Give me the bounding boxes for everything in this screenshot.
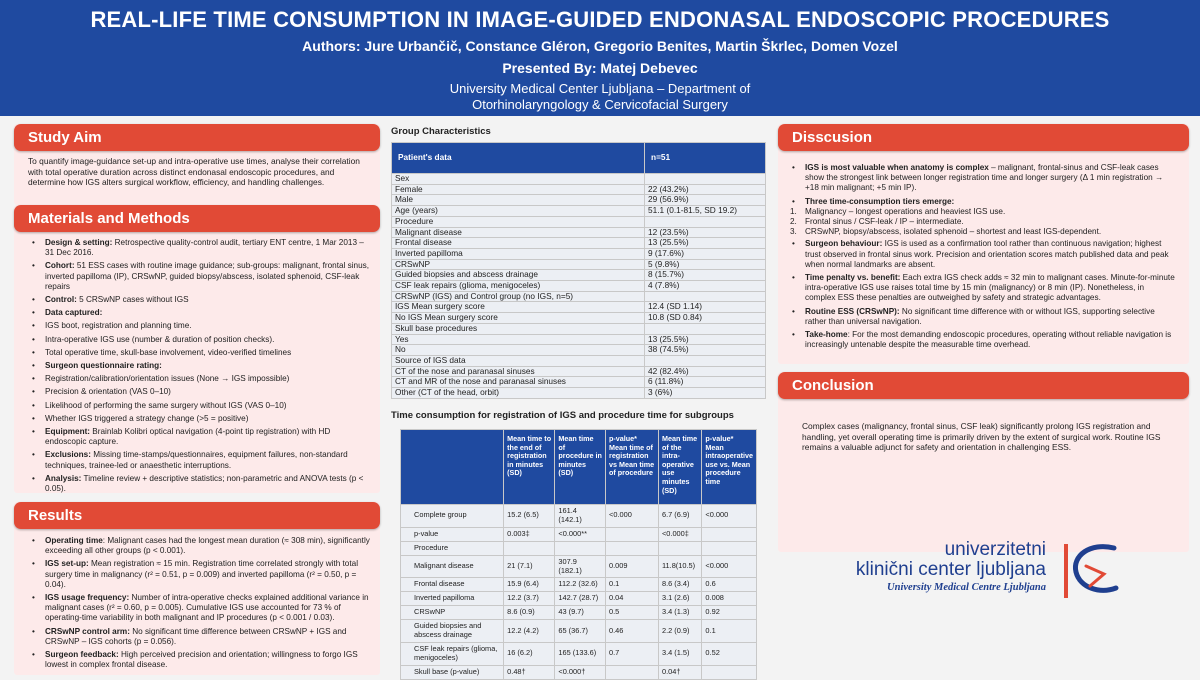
table-cell: 10.8 (SD 0.84) xyxy=(645,313,766,324)
table-cell: 161.4 (142.1) xyxy=(555,505,606,528)
table-cell: 3 (6%) xyxy=(645,388,766,399)
table-cell: CSF leak repairs (glioma, menigoceles) xyxy=(392,281,645,292)
table-cell: 12.2 (3.7) xyxy=(504,592,555,606)
table-row xyxy=(392,238,766,249)
table-row xyxy=(392,302,766,313)
authors: Authors: Jure Urbančič, Constance Gléron, Gregorio Benites, Martin Škrlec, Domen Vozel xyxy=(302,38,898,54)
table-header-cell: Patient's data xyxy=(392,143,645,174)
list-item xyxy=(28,593,370,624)
conclusion-panel xyxy=(778,372,1189,552)
list-item xyxy=(788,197,1175,207)
table-cell: Procedure xyxy=(392,216,645,227)
table-cell: 3.1 (2.6) xyxy=(658,592,701,606)
table-cell: 6.7 (6.9) xyxy=(658,505,701,528)
list-item xyxy=(28,450,370,470)
discussion-bullets-top xyxy=(788,163,1175,207)
table-cell: 2.2 (0.9) xyxy=(658,620,701,643)
table-row xyxy=(392,227,766,238)
logo-mark-icon xyxy=(1056,538,1126,604)
numbered-item-text: CRSwNP, biopsy/abscess, isolated sphenoid – shortest and least IGS-dependent. xyxy=(805,227,1102,237)
table-cell: 0.1 xyxy=(702,620,757,643)
table-header-cell: p-value* Mean time of registration vs Mean time of procedure xyxy=(606,430,659,505)
list-item-bold: Time penalty vs. benefit: xyxy=(805,273,901,283)
list-item-bold: Three time-consumption tiers emerge: xyxy=(805,196,955,206)
list-item xyxy=(28,261,370,292)
list-item-text: Missing time-stamps/questionnaires, equipment failures, non-standard techniques, trainee-led or anaesthetic interruptions. xyxy=(45,450,348,470)
table-row xyxy=(401,606,757,620)
list-item-text: No significant time difference between CRSwNP + IGS and CRSwNP – IGS cohorts (p = 0.056). xyxy=(45,626,347,646)
table-cell: 12.2 (4.2) xyxy=(504,620,555,643)
list-item-text: Whether IGS triggered a strategy change (>5 = positive) xyxy=(45,413,249,423)
table-cell xyxy=(606,541,659,555)
list-item-text: : For the most demanding endoscopic procedures, operating without reliable navigation is increasingly untenable despite the measurable time overhead. xyxy=(805,330,1172,350)
results-heading: Results xyxy=(14,502,380,529)
table-header-cell: Mean time of procedure in minutes (SD) xyxy=(555,430,606,505)
table-row xyxy=(392,206,766,217)
table-row xyxy=(392,184,766,195)
table-row xyxy=(401,665,757,679)
list-item xyxy=(28,414,370,424)
table-row xyxy=(392,345,766,356)
list-item-bold: Control: xyxy=(45,295,77,305)
table-cell: 0.003‡ xyxy=(504,527,555,541)
table-header-cell: p-value* Mean intraoperative use vs. Mean procedure time xyxy=(702,430,757,505)
poster-header xyxy=(0,0,1200,116)
item-number: 3. xyxy=(790,227,797,237)
list-item-text: IGS is used as a confirmation tool rather than continuous navigation; highest trust observed in frontal sinus work. Precision and orientation scores match published data and peak when normal landmarks are absent. xyxy=(805,239,1169,269)
table-cell: <0.000** xyxy=(555,527,606,541)
table-row xyxy=(401,541,757,555)
table-cell: Yes xyxy=(392,334,645,345)
table-cell: IGS Mean surgery score xyxy=(392,302,645,313)
table-cell: 12.4 (SD 1.14) xyxy=(645,302,766,313)
list-item-bold: Analysis: xyxy=(45,473,82,483)
table-cell: Guided biopsies and abscess drainage xyxy=(401,620,504,643)
table-row xyxy=(392,281,766,292)
list-item xyxy=(788,239,1175,270)
table-row xyxy=(392,313,766,324)
list-item xyxy=(28,650,370,670)
table-row xyxy=(392,366,766,377)
poster-title: REAL-LIFE TIME CONSUMPTION IN IMAGE-GUIDED ENDONASAL ENDOSCOPIC PROCEDURES xyxy=(90,7,1110,32)
list-item-text: Retrospective quality-control audit, tertiary ENT centre, 1 Mar 2013 – 31 Dec 2016. xyxy=(45,238,364,258)
table-cell: 0.1 xyxy=(606,578,659,592)
table-cell xyxy=(504,541,555,555)
table-row xyxy=(392,323,766,334)
discussion-panel xyxy=(778,124,1189,364)
list-item xyxy=(788,330,1175,350)
table-cell: No IGS Mean surgery score xyxy=(392,313,645,324)
table-header-row xyxy=(392,143,766,174)
table-cell: <0.000 xyxy=(702,555,757,578)
table-header-cell xyxy=(401,430,504,505)
methods-heading: Materials and Methods xyxy=(14,205,380,232)
table-cell: 0.04† xyxy=(658,665,701,679)
list-item-text: – malignant, frontal-sinus and CSF-leak cases show the strongest link between longer registration time and longer surgery (Δ 1 min registration → +18 min malignant; +5 min IP). xyxy=(805,163,1164,193)
table-cell: 51.1 (0.1-81.5, SD 19.2) xyxy=(645,206,766,217)
list-item-text: 51 ESS cases with routine image guidance; sub-groups: malignant, frontal sinus, inverted papilloma (IP), CRSwNP, guided biopsy/abscess, isolated sphenoid, CSF-leak repairs xyxy=(45,261,370,291)
list-item xyxy=(28,387,370,397)
list-item-text: Likelihood of performing the same surgery without IGS (VAS 0–10) xyxy=(45,400,287,410)
table-cell: 142.7 (28.7) xyxy=(555,592,606,606)
table-cell: 112.2 (32.6) xyxy=(555,578,606,592)
table-cell: Male xyxy=(392,195,645,206)
table-row xyxy=(401,578,757,592)
table-cell: 6 (11.8%) xyxy=(645,377,766,388)
group-characteristics-section xyxy=(391,126,766,399)
table-cell: 0.008 xyxy=(702,592,757,606)
table-cell: Age (years) xyxy=(392,206,645,217)
table-header-cell: n=51 xyxy=(645,143,766,174)
table-cell: 15.2 (6.5) xyxy=(504,505,555,528)
table-cell: 8.6 (0.9) xyxy=(504,606,555,620)
logo-line-1: univerzitetni xyxy=(944,539,1046,560)
results-panel xyxy=(14,502,380,675)
table-cell: Guided biopsies and abscess drainage xyxy=(392,270,645,281)
presenter: Presented By: Matej Debevec xyxy=(502,60,698,76)
table-cell: CRSwNP (IGS) and Control group (no IGS, n=5) xyxy=(392,291,645,302)
list-item xyxy=(28,374,370,384)
table-cell: 12 (23.5%) xyxy=(645,227,766,238)
group-characteristics-table xyxy=(391,142,766,399)
table-row xyxy=(392,216,766,227)
list-item-bold: Operating time xyxy=(45,536,103,545)
table-cell: Inverted papilloma xyxy=(401,592,504,606)
list-item-text: Timeline review + descriptive statistics; non-parametric and ANOVA tests (p < 0.05). xyxy=(45,473,364,494)
numbered-item xyxy=(788,207,1175,217)
table-cell: 21 (7.1) xyxy=(504,555,555,578)
list-item xyxy=(28,335,370,345)
list-item-text: 5 CRSwNP cases without IGS xyxy=(76,295,189,305)
list-item-bold: Surgeon questionnaire rating: xyxy=(45,361,162,371)
list-item-text: Each extra IGS check adds ≈ 32 min to malignant cases. Minute-for-minute intra-operative IGS use raises total time by 15 min (malignancy) or 8 min (IP). Nonetheless, in complex ESS these penalties are outweighed by safety and strategic advantages. xyxy=(805,273,1175,303)
list-item-text: Number of intra-operative checks explained additional variance in malignant cases (r² = 0.60, p = 0.005). Cumulative IGS use accounted for 73 % of operating-time variability in both malignant and IP procedures (p < 0.001 / 0.03). xyxy=(45,593,369,623)
logo-line-2: klinični center ljubljana xyxy=(855,559,1046,580)
table-row xyxy=(392,248,766,259)
table-cell: CSF leak repairs (glioma, menigoceles) xyxy=(401,642,504,665)
table-cell: No xyxy=(392,345,645,356)
table-cell: 13 (25.5%) xyxy=(645,334,766,345)
table-cell: CT and MR of the nose and paranasal sinuses xyxy=(392,377,645,388)
table-cell xyxy=(645,323,766,334)
table-cell xyxy=(658,541,701,555)
list-item-bold: Design & setting: xyxy=(45,238,113,247)
table-cell: 3.4 (1.3) xyxy=(658,606,701,620)
table-row xyxy=(392,291,766,302)
list-item-bold: Exclusions: xyxy=(45,450,91,460)
table-cell: <0.000† xyxy=(555,665,606,679)
list-item-bold: Cohort: xyxy=(45,261,75,271)
table-cell: Frontal disease xyxy=(401,578,504,592)
results-list xyxy=(14,529,380,670)
table-cell: Malignant disease xyxy=(392,227,645,238)
table-cell: 16 (6.2) xyxy=(504,642,555,665)
list-item-text: Total operative time, skull-base involvement, video-verified timelines xyxy=(45,347,292,357)
table-cell: 22 (43.2%) xyxy=(645,184,766,195)
study-aim-panel xyxy=(14,124,380,205)
list-item xyxy=(28,627,370,647)
numbered-item-text: Frontal sinus / CSF-leak / IP – intermediate. xyxy=(805,217,964,227)
table-row xyxy=(401,555,757,578)
numbered-item xyxy=(788,217,1175,227)
list-item xyxy=(28,308,370,318)
list-item-bold: Routine ESS (CRSwNP): xyxy=(805,306,900,316)
table-cell: 0.5 xyxy=(606,606,659,620)
table-cell: Malignant disease xyxy=(401,555,504,578)
institution-logo xyxy=(778,530,1189,610)
list-item-text: Registration/calibration/orientation issues (None → IGS impossible) xyxy=(45,374,290,384)
list-item xyxy=(28,536,370,556)
table-cell: CT of the nose and paranasal sinuses xyxy=(392,366,645,377)
list-item xyxy=(28,401,370,411)
list-item-bold: CRSwNP control arm: xyxy=(45,626,130,636)
table-cell: 29 (56.9%) xyxy=(645,195,766,206)
table-cell: 43 (9.7) xyxy=(555,606,606,620)
table-cell: Procedure xyxy=(401,541,504,555)
table-cell xyxy=(702,541,757,555)
table-cell: <0.000‡ xyxy=(658,527,701,541)
table-cell: Source of IGS data xyxy=(392,355,645,366)
table-cell: 4 (7.8%) xyxy=(645,281,766,292)
study-aim-text: To quantify image-guidance set-up and intra-operative use times, analyse their correlation with total operative duration across distinct endonasal endoscopic procedures, and determine how IGS alters surgical workflow, efficiency, and handling challenges. xyxy=(28,156,360,187)
logo-line-3: University Medical Centre Ljubljana xyxy=(887,582,1046,593)
table-row xyxy=(401,527,757,541)
list-item xyxy=(788,273,1175,304)
table-cell: Female xyxy=(392,184,645,195)
time-consumption-section xyxy=(391,410,766,680)
table-header-row xyxy=(401,430,757,505)
table-cell: 3.4 (1.5) xyxy=(658,642,701,665)
table-cell: 5 (9.8%) xyxy=(645,259,766,270)
table-cell: <0.000 xyxy=(606,505,659,528)
methods-list xyxy=(14,232,380,494)
list-item-bold: IGS usage frequency: xyxy=(45,593,130,603)
institution xyxy=(0,81,1200,113)
table-cell: Skull base (p-value) xyxy=(401,665,504,679)
table-row xyxy=(401,620,757,643)
table-cell xyxy=(606,527,659,541)
table-cell: 8 (15.7%) xyxy=(645,270,766,281)
group-table-title: Group Characteristics xyxy=(391,126,491,137)
numbered-item xyxy=(788,227,1175,237)
table-cell xyxy=(645,291,766,302)
discussion-numbered-list xyxy=(788,207,1175,238)
table-cell: 38 (74.5%) xyxy=(645,345,766,356)
discussion-heading: Disscusion xyxy=(778,124,1189,151)
discussion-bullets-bottom xyxy=(788,239,1175,350)
list-item-bold: Surgeon behaviour: xyxy=(805,239,883,249)
list-item-bold: IGS set-up: xyxy=(45,559,89,569)
list-item xyxy=(28,474,370,494)
conclusion-text: Complex cases (malignancy, frontal sinus, CSF leak) significantly prolong IGS registration and handling, yet overall operating time is primarily driven by the extent of surgical work. Routine IGS remains a valuable adjunct for safety and orientation in challenging ESS. xyxy=(802,421,1161,452)
table-cell: 0.92 xyxy=(702,606,757,620)
item-number: 1. xyxy=(790,206,797,216)
time-consumption-table xyxy=(400,429,757,680)
table-header-cell: Mean time of the intra-operative use minutes (SD) xyxy=(658,430,701,505)
table-cell: 8.6 (3.4) xyxy=(658,578,701,592)
table-cell xyxy=(645,174,766,185)
study-aim-heading: Study Aim xyxy=(14,124,380,151)
table-cell: 13 (25.5%) xyxy=(645,238,766,249)
table-cell: 9 (17.6%) xyxy=(645,248,766,259)
list-item-text: No significant time difference with or without IGS, supporting selective rather than universal navigation. xyxy=(805,306,1155,326)
list-item xyxy=(28,238,370,258)
list-item xyxy=(28,427,370,447)
table-cell: 0.46 xyxy=(606,620,659,643)
table-cell: CRSwNP xyxy=(401,606,504,620)
table-cell: 0.6 xyxy=(702,578,757,592)
table-cell: 42 (82.4%) xyxy=(645,366,766,377)
table-cell: <0.000 xyxy=(702,505,757,528)
list-item xyxy=(28,295,370,305)
table-cell xyxy=(645,216,766,227)
list-item xyxy=(28,559,370,590)
list-item-bold: Equipment: xyxy=(45,427,91,437)
conclusion-heading: Conclusion xyxy=(778,372,1189,399)
table-cell: Complete group xyxy=(401,505,504,528)
table-cell: 65 (36.7) xyxy=(555,620,606,643)
table-cell: 15.9 (6.4) xyxy=(504,578,555,592)
methods-panel xyxy=(14,205,380,493)
table-row xyxy=(392,174,766,185)
table-row xyxy=(392,355,766,366)
list-item xyxy=(28,321,370,331)
table-cell: 0.009 xyxy=(606,555,659,578)
table-cell: 0.7 xyxy=(606,642,659,665)
table-row xyxy=(392,259,766,270)
institution-line-1: University Medical Center Ljubljana – Department of xyxy=(449,81,751,96)
table-row xyxy=(392,334,766,345)
table-cell xyxy=(555,541,606,555)
list-item-bold: Take-home xyxy=(805,330,848,340)
table-row xyxy=(392,270,766,281)
table-cell: CRSwNP xyxy=(392,259,645,270)
table-cell: 0.04 xyxy=(606,592,659,606)
table-cell xyxy=(702,527,757,541)
list-item xyxy=(28,348,370,358)
list-item-text: Precision & orientation (VAS 0–10) xyxy=(45,387,171,397)
list-item xyxy=(788,307,1175,327)
table-row xyxy=(392,377,766,388)
table-row xyxy=(392,388,766,399)
item-number: 2. xyxy=(790,217,797,227)
table-cell: Other (CT of the head, orbit) xyxy=(392,388,645,399)
list-item xyxy=(28,361,370,371)
table-cell: p-value xyxy=(401,527,504,541)
list-item-bold: Data captured: xyxy=(45,308,103,318)
list-item-bold: Surgeon feedback: xyxy=(45,650,119,660)
table-cell: 0.48† xyxy=(504,665,555,679)
table-cell xyxy=(702,665,757,679)
table-cell: 0.52 xyxy=(702,642,757,665)
list-item-text: Intra-operative IGS use (number & duration of position checks). xyxy=(45,334,275,344)
table-cell: 307.9 (182.1) xyxy=(555,555,606,578)
numbered-item-text: Malignancy – longest operations and heaviest IGS use. xyxy=(805,206,1006,216)
list-item-text: Mean registration ≈ 15 min. Registration time correlated strongly with total surgery time in malignancy (r² = 0.51, p = 0.009) and inverted papilloma (r² = 0.50, p = 0.04). xyxy=(45,559,359,589)
institution-line-2: Otorhinolaryngology & Cervicofacial Surgery xyxy=(472,97,728,112)
list-item-text: Brainlab Kolibri optical navigation (4-point tip registration) with HD endoscopic capture. xyxy=(45,427,331,447)
list-item-bold: IGS is most valuable when anatomy is complex xyxy=(805,163,989,172)
list-item-text: High perceived precision and orientation; willingness to forgo IGS lowest in complex frontal disease. xyxy=(45,650,358,670)
table-cell: Sex xyxy=(392,174,645,185)
table-row xyxy=(401,505,757,528)
table-cell: Skull base procedures xyxy=(392,323,645,334)
table-cell: Frontal disease xyxy=(392,238,645,249)
table-cell: 165 (133.6) xyxy=(555,642,606,665)
time-table-title: Time consumption for registration of IGS and procedure time for subgroups xyxy=(391,410,734,421)
table-cell: Inverted papilloma xyxy=(392,248,645,259)
table-row xyxy=(392,195,766,206)
list-item xyxy=(788,163,1175,194)
table-cell: 11.8(10.5) xyxy=(658,555,701,578)
table-row xyxy=(401,592,757,606)
table-header-cell: Mean time to the end of registration in minutes (SD) xyxy=(504,430,555,505)
list-item-text: : Malignant cases had the longest mean duration (≈ 308 min), significantly exceeding all other groups (p < 0.001). xyxy=(45,536,370,556)
table-cell xyxy=(606,665,659,679)
table-row xyxy=(401,642,757,665)
list-item-text: IGS boot, registration and planning time. xyxy=(45,321,192,331)
table-cell xyxy=(645,355,766,366)
